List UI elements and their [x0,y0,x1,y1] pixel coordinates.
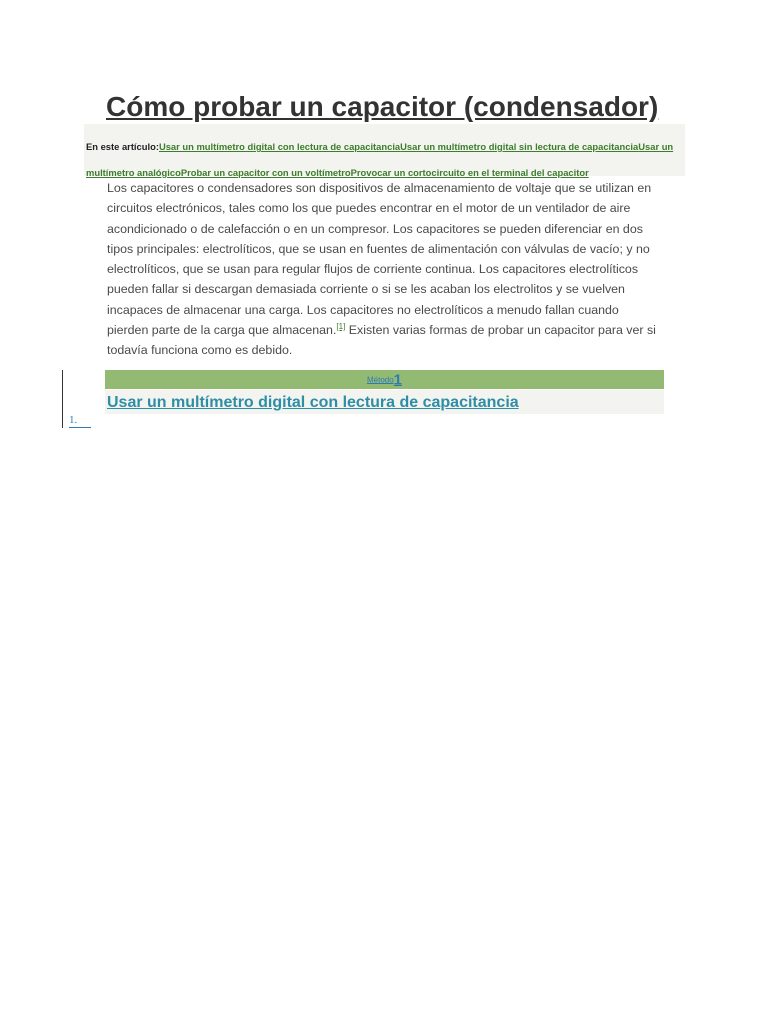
step-divider-line [62,370,63,428]
method-header-bar [105,370,664,389]
method-label-link[interactable]: Método [366,375,394,385]
table-of-contents [84,124,685,176]
method-title-link[interactable]: Usar un multímetro digital con lectura de capacitancia [107,394,519,411]
intro-text-end: Existen varias formas de probar un capacitor para ver si todavía funciona como es debido. [107,323,656,358]
reference-link[interactable]: [1] [336,321,346,331]
intro-text: Los capacitores o condensadores son dispositivos de almacenamiento de voltaje que se utilizan en circuitos electrónicos, tales como los que puedes encontrar en el motor de un ventilador de aire acondicionado o de calefacción o en un compresor. Los capacitores se pueden diferenciar en dos tipos principales: electrolíticos, que se usan en fuentes de alimentación con válvulas de vacío; y no electrolíticos, que se usan para regular flujos de corriente continua. Los capacitores electrolíticos pueden fallar si descargan demasiada corriente o si se les acaban los electrolitos y se vuelven incapaces de almacenar una carga. Los capacitores no electrolíticos a menudo fallan cuando pierden parte de la carga que almacenan. [107,181,652,338]
intro-paragraph [107,178,663,361]
toc-label: En este artículo: [86,141,159,152]
toc-link-capacitance-reading[interactable]: Usar un multímetro digital con lectura de capacitancia [158,141,401,152]
toc-link-short-circuit[interactable]: Provocar un cortocircuito en el terminal del capacitor [350,167,589,178]
page-title: Cómo probar un capacitor (condensador) [106,91,659,122]
toc-link-voltmeter[interactable]: Probar un capacitor con un voltímetro [180,167,351,178]
toc-link-no-capacitance-reading[interactable]: Usar un multímetro digital sin lectura de capacitancia [400,141,639,152]
method-title-box [105,390,664,414]
toc-link-analog-multimeter[interactable]: Usar un multímetro analógico [86,141,674,178]
step-number-link[interactable]: 1. [69,413,91,428]
method-number-link[interactable]: 1 [393,371,403,389]
